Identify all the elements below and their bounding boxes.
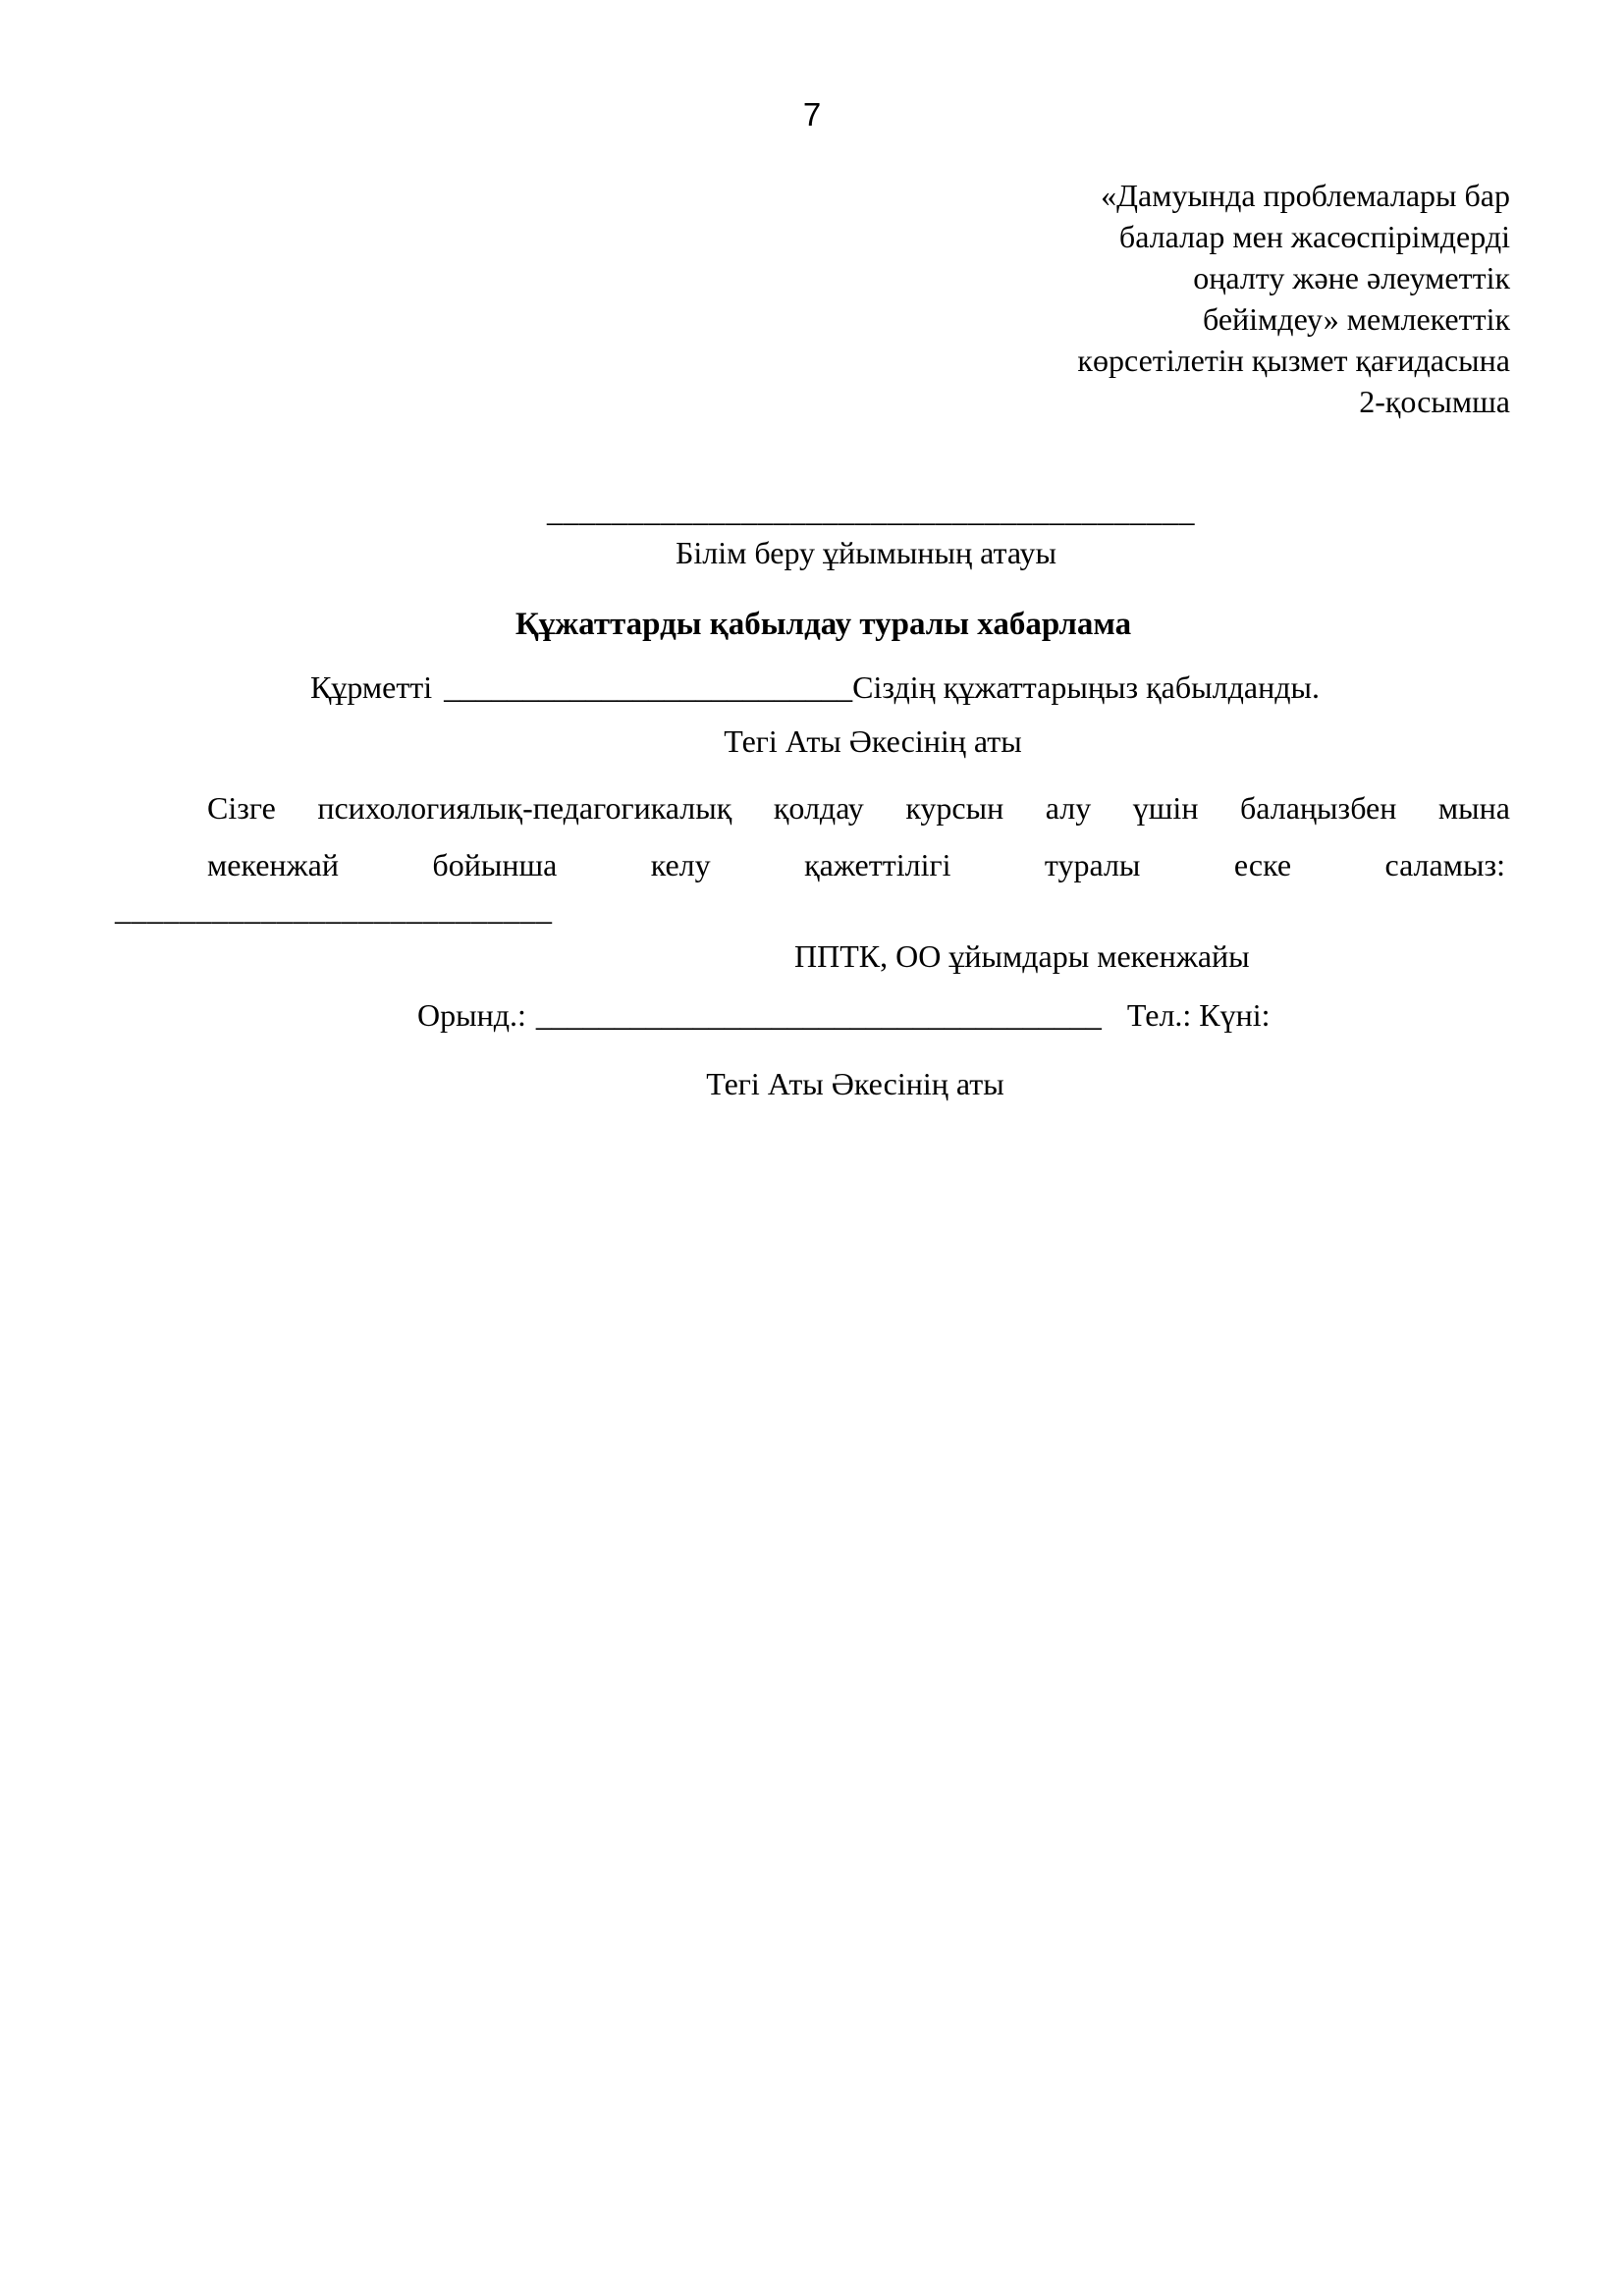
document-title: Құжаттарды қабылдау туралы хабарлама <box>514 607 1132 642</box>
appendix-note-line: «Дамуында проблемалары бар <box>1101 178 1510 213</box>
executor-blank: ____________________________________ <box>535 997 1102 1033</box>
body-paragraph-line-2: мекенжай бойынша келу қажеттілігі туралы еске саламыз: <box>207 847 1505 882</box>
appendix-note-line: оңалту және әлеуметтік <box>1193 260 1510 295</box>
greeting-blank: __________________________ <box>444 669 853 705</box>
greeting-line <box>310 669 1320 706</box>
body-paragraph-line-1: Сізге психологиялық-педагогикалық қолдау курсын алу үшін балаңызбен мына <box>207 790 1510 826</box>
executor-label: Орынд.: <box>417 997 526 1033</box>
appendix-note-line: балалар мен жасөспірімдерді <box>1118 219 1510 254</box>
greeting-text: Сіздің құжаттарыңыз қабылданды. <box>852 669 1321 705</box>
appendix-note <box>1077 175 1510 422</box>
fio-caption: Тегі Аты Әкесінің аты <box>724 723 1022 759</box>
greeting-label: Құрметті <box>310 669 433 705</box>
appendix-note-line: бейімдеу» мемлекеттік <box>1202 301 1510 337</box>
organization-name-caption: Білім беру ұйымының атауы <box>676 535 1056 570</box>
organization-name-blank: ________________________________________ <box>547 493 1195 528</box>
appendix-note-line: 2-қосымша <box>1359 384 1510 419</box>
address-caption: ППТК, ОО ұйымдары мекенжайы <box>794 938 1250 974</box>
appendix-note-line: көрсетілетін қызмет қағидасына <box>1077 343 1510 378</box>
executor-line <box>417 997 1271 1034</box>
fio-caption: Тегі Аты Әкесінің аты <box>706 1066 1004 1101</box>
page-number: 7 <box>802 96 822 133</box>
executor-contacts: Тел.: Күні: <box>1126 997 1271 1033</box>
address-blank: ___________________________ <box>115 891 553 927</box>
